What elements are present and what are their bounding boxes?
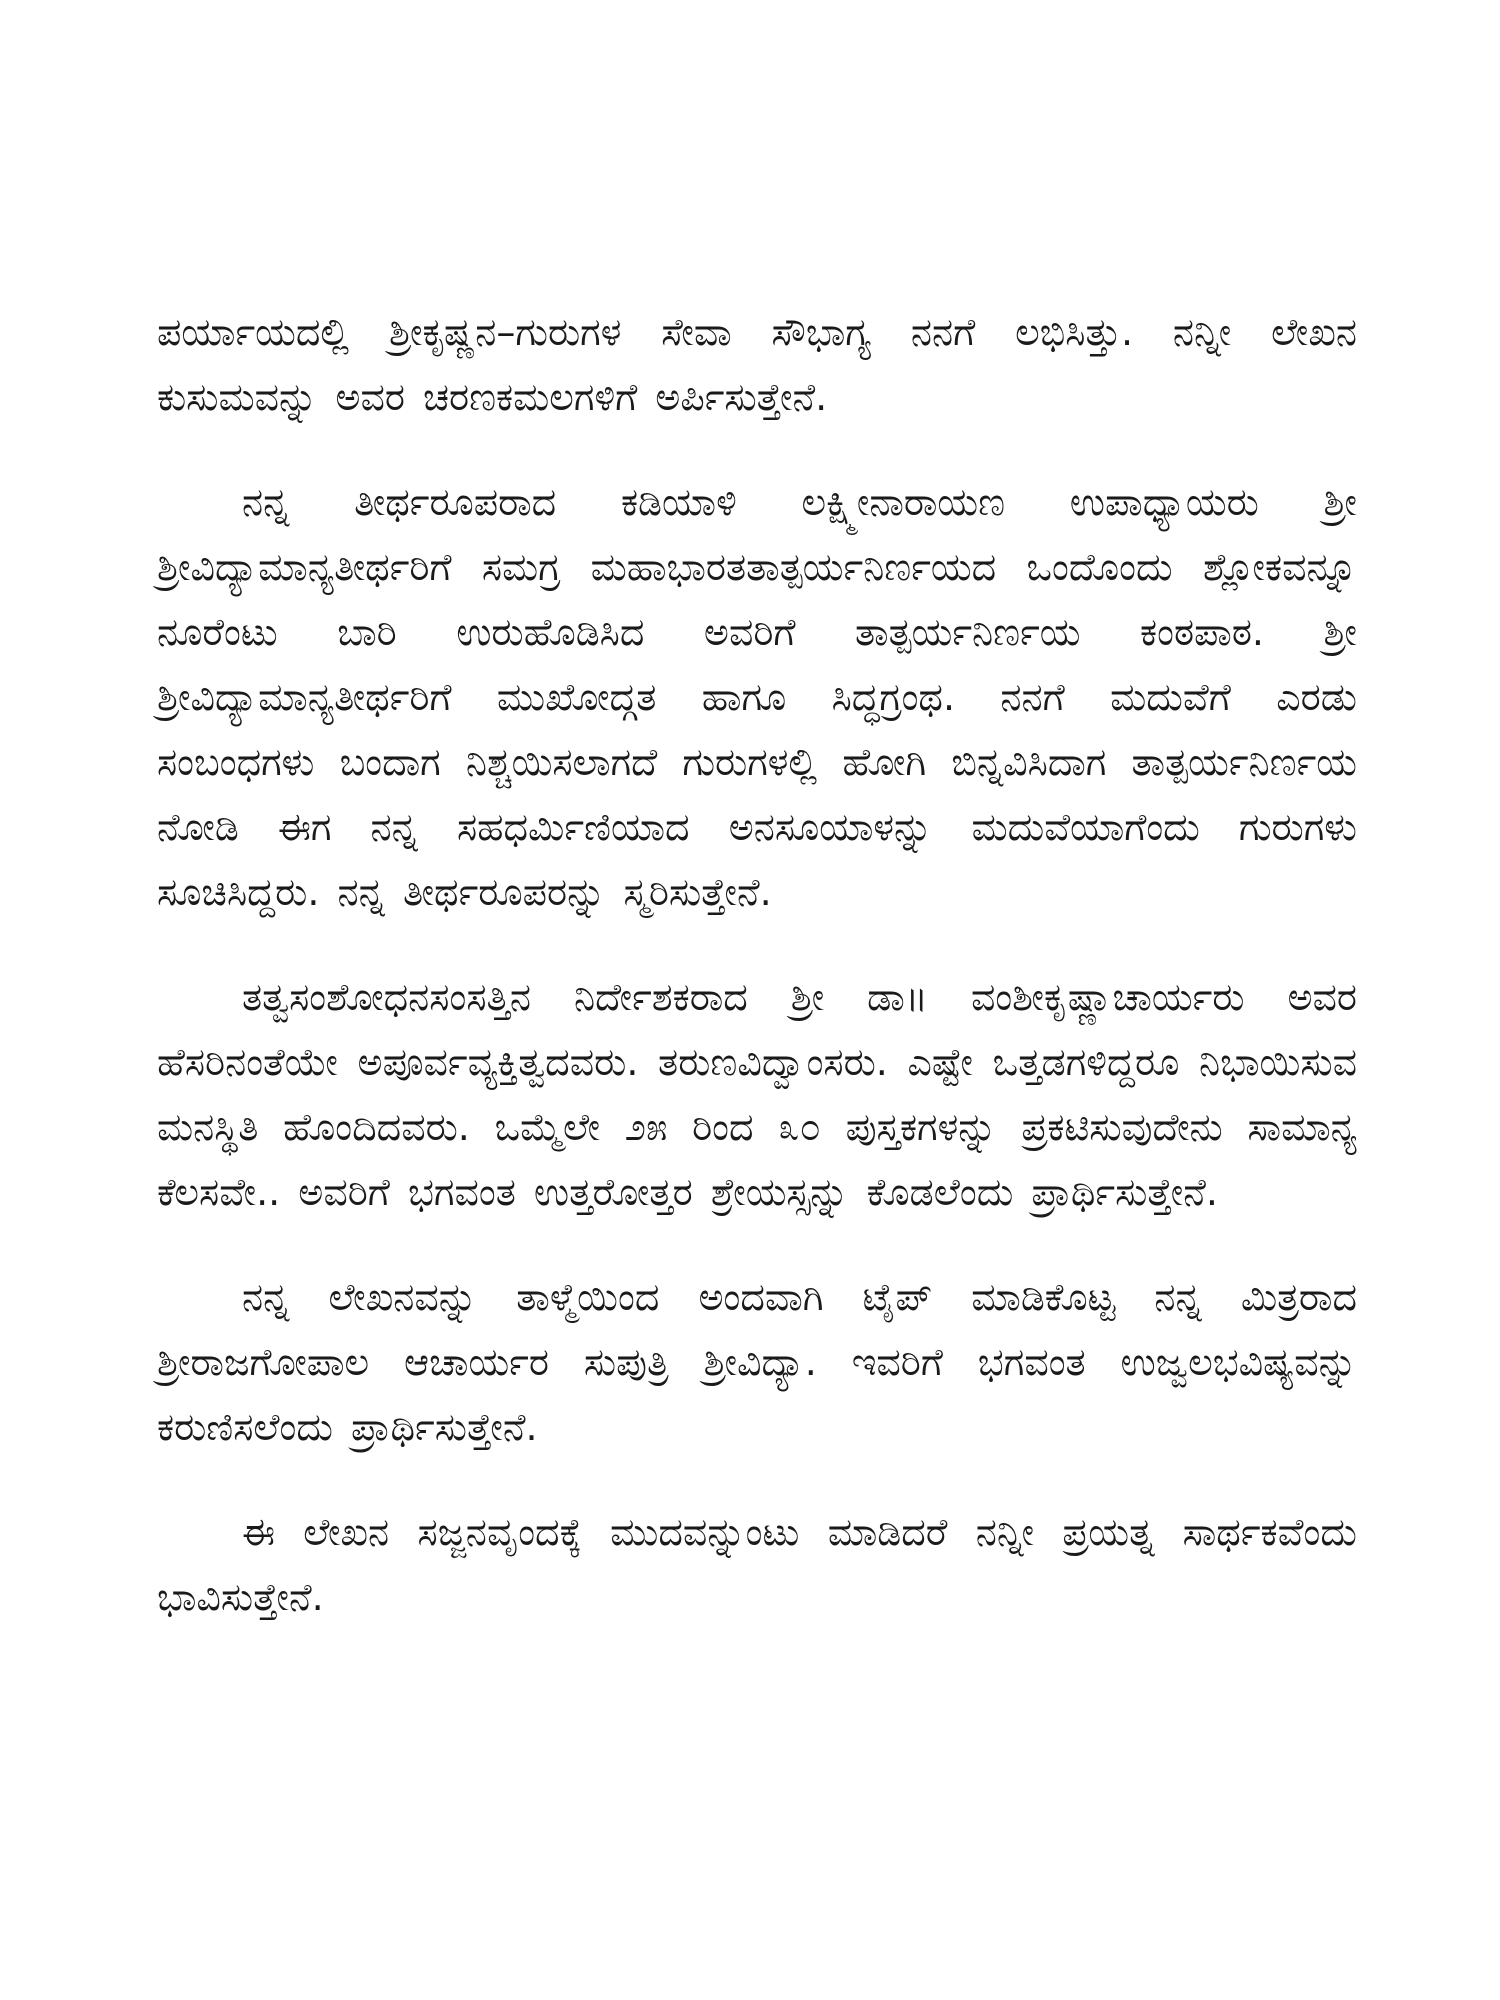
paragraph-3: ತತ್ವಸಂಶೋಧನಸಂಸತ್ತಿನ ನಿರ್ದೇಶಕರಾದ ಶ್ರೀ ಡಾ॥ ವಂಶೀಕೃಷ್ಣಾಚಾರ್ಯರು ಅವರ ಹೆಸರಿನಂತೆಯೇ ಅಪೂರ್ವವ್ಯಕ್ತಿತ್ವದವರು. ತರುಣವಿದ್ವಾಂಸರು. ಎಷ್ಟೇ ಒತ್ತಡಗಳಿದ್ದರೂ ನಿಭಾಯಿಸುವ ಮನಸ್ಥಿತಿ ಹೊಂದಿದವರು. ಒಮ್ಮೆಲೇ ೨೫ ರಿಂದ ೩೦ ಪುಸ್ತಕಗಳನ್ನು ಪ್ರಕಟಿಸುವುದೇನು ಸಾಮಾನ್ಯ ಕೆಲಸವೇ.. ಅವರಿಗೆ ಭಗವಂತ ಉತ್ತರೋತ್ತರ ಶ್ರೇಯಸ್ಸನ್ನು ಕೊಡಲೆಂದು ಪ್ರಾರ್ಥಿಸುತ್ತೇನೆ. (157, 975, 1357, 1214)
document-body (157, 300, 1357, 1670)
paragraph-5: ಈ ಲೇಖನ ಸಜ್ಜನವೃಂದಕ್ಕೆ ಮುದವನ್ನುಂಟು ಮಾಡಿದರೆ ನನ್ನೀ ಪ್ರಯತ್ನ ಸಾರ್ಥಕವೆಂದು ಭಾವಿಸುತ್ತೇನೆ. (157, 1510, 1357, 1619)
paragraph-4: ನನ್ನ ಲೇಖನವನ್ನು ತಾಳ್ಮೆಯಿಂದ ಅಂದವಾಗಿ ಟೈಪ್ ಮಾಡಿಕೊಟ್ಟ ನನ್ನ ಮಿತ್ರರಾದ ಶ್ರೀರಾಜಗೋಪಾಲ ಆಚಾರ್ಯರ ಸುಪುತ್ರಿ ಶ್ರೀವಿದ್ಯಾ. ಇವರಿಗೆ ಭಗವಂತ ಉಜ್ವಲಭವಿಷ್ಯವನ್ನು ಕರುಣಿಸಲೆಂದು ಪ್ರಾರ್ಥಿಸುತ್ತೇನೆ. (157, 1275, 1357, 1449)
paragraph-1: ಪರ್ಯಾಯದಲ್ಲಿ ಶ್ರೀಕೃಷ್ಣನ–ಗುರುಗಳ ಸೇವಾ ಸೌಭಾಗ್ಯ ನನಗೆ ಲಭಿಸಿತ್ತು. ನನ್ನೀ ಲೇಖನ ಕುಸುಮವನ್ನು ಅವರ ಚರಣಕಮಲಗಳಿಗೆ ಅರ್ಪಿಸುತ್ತೇನೆ. (157, 310, 1357, 419)
paragraph-2: ನನ್ನ ತೀರ್ಥರೂಪರಾದ ಕಡಿಯಾಳಿ ಲಕ್ಷ್ಮೀನಾರಾಯಣ ಉಪಾಧ್ಯಾಯರು ಶ್ರೀ ಶ್ರೀವಿದ್ಯಾಮಾನ್ಯತೀರ್ಥರಿಗೆ ಸಮಗ್ರ ಮಹಾಭಾರತತಾತ್ಪರ್ಯನಿರ್ಣಯದ ಒಂದೊಂದು ಶ್ಲೋಕವನ್ನೂ ನೂರೆಂಟು ಬಾರಿ ಉರುಹೊಡಿಸಿದ ಅವರಿಗೆ ತಾತ್ಪರ್ಯನಿರ್ಣಯ ಕಂಠಪಾಠ. ಶ್ರೀ ಶ್ರೀವಿದ್ಯಾಮಾನ್ಯತೀರ್ಥರಿಗೆ ಮುಖೋದ್ಗತ ಹಾಗೂ ಸಿದ್ಧಗ್ರಂಥ. ನನಗೆ ಮದುವೆಗೆ ಎರಡು ಸಂಬಂಧಗಳು ಬಂದಾಗ ನಿಶ್ಚಯಿಸಲಾಗದೆ ಗುರುಗಳಲ್ಲಿ ಹೋಗಿ ಬಿನ್ನವಿಸಿದಾಗ ತಾತ್ಪರ್ಯನಿರ್ಣಯ ನೋಡಿ ಈಗ ನನ್ನ ಸಹಧರ್ಮಿಣಿಯಾದ ಅನಸೂಯಾಳನ್ನು ಮದುವೆಯಾಗೆಂದು ಗುರುಗಳು ಸೂಚಿಸಿದ್ದರು. ನನ್ನ ತೀರ್ಥರೂಪರನ್ನು ಸ್ಮರಿಸುತ್ತೇನೆ. (157, 480, 1357, 914)
